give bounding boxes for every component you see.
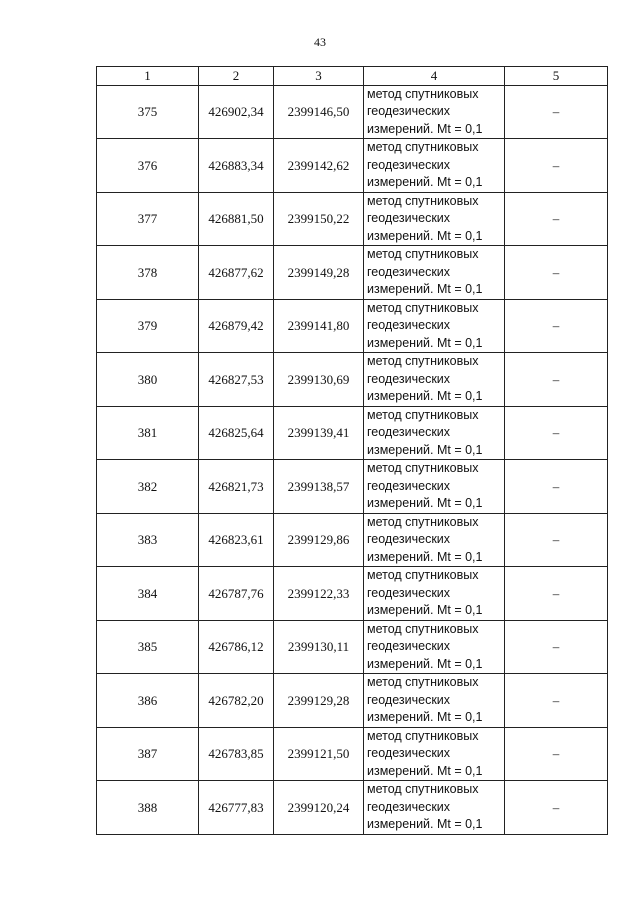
- method-text-line: геодезических: [367, 157, 451, 172]
- x-coordinate-cell: 426782,20: [199, 674, 274, 728]
- x-coordinate-cell: 426827,53: [199, 353, 274, 407]
- method-text-line: измерений. Mt = 0,1: [367, 282, 483, 296]
- method-cell: [364, 192, 505, 246]
- coordinates-table: [96, 66, 608, 835]
- point-number-cell: 387: [97, 727, 199, 781]
- x-coordinate-cell: 426777,83: [199, 781, 274, 835]
- note-cell: –: [505, 567, 608, 621]
- note-cell: –: [505, 192, 608, 246]
- method-text-line: измерений. Mt = 0,1: [367, 442, 483, 457]
- table-row: [97, 353, 608, 407]
- method-text-line: метод спутниковых: [367, 568, 479, 582]
- method-text-line: геодезических: [367, 478, 451, 493]
- method-text-line: измерений. Mt = 0,1: [367, 496, 483, 510]
- point-number-cell: 375: [97, 85, 199, 139]
- method-cell: [364, 353, 505, 407]
- method-cell: [364, 299, 505, 353]
- method-text-line: измерений. Mt = 0,1: [367, 656, 483, 671]
- x-coordinate-cell: 426823,61: [199, 513, 274, 567]
- method-text-line: метод спутниковых: [367, 300, 479, 315]
- table-row: [97, 727, 608, 781]
- note-cell: –: [505, 620, 608, 674]
- method-text-line: измерений. Mt = 0,1: [367, 228, 483, 243]
- y-coordinate-cell: 2399142,62: [274, 139, 364, 193]
- method-text-line: геодезических: [367, 318, 451, 332]
- method-cell: [364, 567, 505, 621]
- x-coordinate-cell: 426786,12: [199, 620, 274, 674]
- table-row: [97, 246, 608, 300]
- y-coordinate-cell: 2399129,86: [274, 513, 364, 567]
- y-coordinate-cell: 2399129,28: [274, 674, 364, 728]
- point-number-cell: 378: [97, 246, 199, 300]
- note-cell: –: [505, 513, 608, 567]
- method-text-line: измерений. Mt = 0,1: [367, 335, 483, 350]
- note-cell: –: [505, 674, 608, 728]
- point-number-cell: 380: [97, 353, 199, 407]
- method-text-line: метод спутниковых: [367, 86, 479, 101]
- y-coordinate-cell: 2399141,80: [274, 299, 364, 353]
- table-row: [97, 781, 608, 835]
- method-text-line: геодезических: [367, 211, 451, 225]
- method-text-line: измерений. Mt = 0,1: [367, 763, 483, 778]
- x-coordinate-cell: 426783,85: [199, 727, 274, 781]
- method-text-line: геодезических: [367, 639, 451, 653]
- method-text-line: метод спутниковых: [367, 621, 479, 636]
- method-text-line: метод спутниковых: [367, 728, 479, 743]
- point-number-cell: 379: [97, 299, 199, 353]
- method-text-line: геодезических: [367, 585, 451, 600]
- method-text-line: измерений. Mt = 0,1: [367, 175, 483, 189]
- table-header: [97, 67, 608, 86]
- y-coordinate-cell: 2399149,28: [274, 246, 364, 300]
- x-coordinate-cell: 426902,34: [199, 85, 274, 139]
- method-text-line: измерений. Mt = 0,1: [367, 389, 483, 403]
- header-col-3: 3: [274, 67, 364, 86]
- method-text-line: измерений. Mt = 0,1: [367, 121, 483, 136]
- method-text-line: метод спутниковых: [367, 514, 479, 529]
- table-row: [97, 674, 608, 728]
- note-cell: –: [505, 353, 608, 407]
- method-text-line: измерений. Mt = 0,1: [367, 710, 483, 724]
- note-cell: –: [505, 246, 608, 300]
- method-text-line: геодезических: [367, 532, 451, 546]
- method-cell: [364, 781, 505, 835]
- method-text-line: геодезических: [367, 692, 451, 707]
- note-cell: –: [505, 85, 608, 139]
- x-coordinate-cell: 426877,62: [199, 246, 274, 300]
- header-row: [97, 67, 608, 86]
- note-cell: –: [505, 781, 608, 835]
- point-number-cell: 382: [97, 460, 199, 514]
- method-text-line: метод спутниковых: [367, 354, 479, 368]
- method-text-line: метод спутниковых: [367, 140, 479, 154]
- method-text-line: метод спутниковых: [367, 461, 479, 475]
- method-text-line: геодезических: [367, 799, 451, 814]
- note-cell: –: [505, 406, 608, 460]
- y-coordinate-cell: 2399120,24: [274, 781, 364, 835]
- table-row: [97, 139, 608, 193]
- y-coordinate-cell: 2399121,50: [274, 727, 364, 781]
- method-cell: [364, 139, 505, 193]
- method-text-line: метод спутниковых: [367, 247, 479, 261]
- method-text-line: геодезических: [367, 746, 451, 760]
- header-col-1: 1: [97, 67, 199, 86]
- method-cell: [364, 406, 505, 460]
- x-coordinate-cell: 426883,34: [199, 139, 274, 193]
- method-cell: [364, 513, 505, 567]
- method-text-line: метод спутниковых: [367, 193, 479, 208]
- method-text-line: метод спутниковых: [367, 407, 479, 422]
- x-coordinate-cell: 426879,42: [199, 299, 274, 353]
- y-coordinate-cell: 2399150,22: [274, 192, 364, 246]
- page-number: 43: [314, 35, 326, 49]
- method-text-line: измерений. Mt = 0,1: [367, 549, 483, 564]
- method-cell: [364, 460, 505, 514]
- point-number-cell: 384: [97, 567, 199, 621]
- table-body: [97, 85, 608, 834]
- x-coordinate-cell: 426787,76: [199, 567, 274, 621]
- y-coordinate-cell: 2399130,11: [274, 620, 364, 674]
- y-coordinate-cell: 2399122,33: [274, 567, 364, 621]
- note-cell: –: [505, 139, 608, 193]
- note-cell: –: [505, 299, 608, 353]
- point-number-cell: 385: [97, 620, 199, 674]
- y-coordinate-cell: 2399146,50: [274, 85, 364, 139]
- y-coordinate-cell: 2399139,41: [274, 406, 364, 460]
- table-row: [97, 513, 608, 567]
- point-number-cell: 383: [97, 513, 199, 567]
- x-coordinate-cell: 426881,50: [199, 192, 274, 246]
- method-text-line: геодезических: [367, 264, 451, 279]
- header-col-2: 2: [199, 67, 274, 86]
- x-coordinate-cell: 426825,64: [199, 406, 274, 460]
- method-text-line: метод спутниковых: [367, 675, 479, 689]
- point-number-cell: 381: [97, 406, 199, 460]
- table-row: [97, 192, 608, 246]
- method-cell: [364, 674, 505, 728]
- method-text-line: измерений. Mt = 0,1: [367, 603, 483, 617]
- table-row: [97, 406, 608, 460]
- table-row: [97, 567, 608, 621]
- method-cell: [364, 727, 505, 781]
- method-text-line: геодезических: [367, 425, 451, 439]
- method-cell: [364, 620, 505, 674]
- table-row: [97, 299, 608, 353]
- method-text-line: метод спутниковых: [367, 782, 479, 796]
- point-number-cell: 377: [97, 192, 199, 246]
- note-cell: –: [505, 460, 608, 514]
- header-col-5: 5: [505, 67, 608, 86]
- note-cell: –: [505, 727, 608, 781]
- method-text-line: измерений. Mt = 0,1: [367, 817, 483, 831]
- point-number-cell: 376: [97, 139, 199, 193]
- table-row: [97, 85, 608, 139]
- table-row: [97, 460, 608, 514]
- method-text-line: геодезических: [367, 104, 451, 118]
- method-cell: [364, 85, 505, 139]
- table-row: [97, 620, 608, 674]
- method-cell: [364, 246, 505, 300]
- point-number-cell: 388: [97, 781, 199, 835]
- method-text-line: геодезических: [367, 371, 451, 386]
- x-coordinate-cell: 426821,73: [199, 460, 274, 514]
- y-coordinate-cell: 2399130,69: [274, 353, 364, 407]
- header-col-4: 4: [364, 67, 505, 86]
- y-coordinate-cell: 2399138,57: [274, 460, 364, 514]
- point-number-cell: 386: [97, 674, 199, 728]
